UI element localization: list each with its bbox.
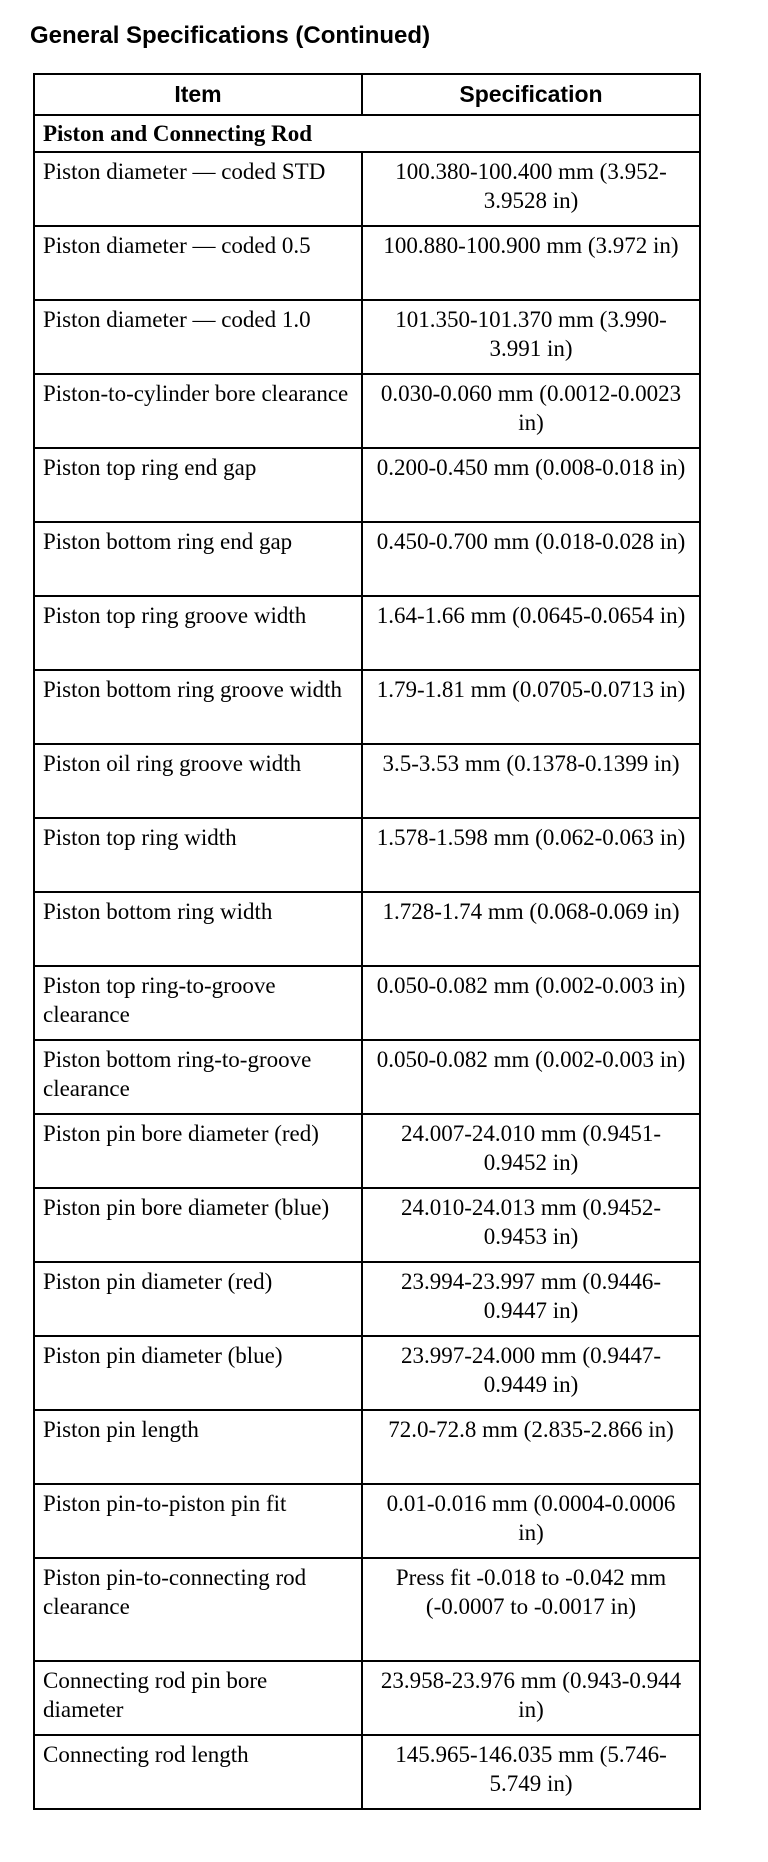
item-cell: Piston top ring end gap <box>34 448 362 522</box>
table-row <box>34 1262 700 1336</box>
item-cell: Piston bottom ring width <box>34 892 362 966</box>
item-cell: Piston pin-to-piston pin fit <box>34 1484 362 1558</box>
item-cell: Piston diameter — coded 1.0 <box>34 300 362 374</box>
specification-cell: 145.965-146.035 mm (5.746-5.749 in) <box>362 1735 700 1809</box>
specification-cell: 23.958-23.976 mm (0.943-0.944 in) <box>362 1661 700 1735</box>
table-row <box>34 596 700 670</box>
table-row <box>34 1336 700 1410</box>
item-cell: Piston oil ring groove width <box>34 744 362 818</box>
specification-cell: 0.050-0.082 mm (0.002-0.003 in) <box>362 966 700 1040</box>
specification-cell: 1.728-1.74 mm (0.068-0.069 in) <box>362 892 700 966</box>
column-header-item: Item <box>34 74 362 115</box>
table-row <box>34 1040 700 1114</box>
specifications-table <box>33 73 701 1810</box>
section-row <box>34 115 700 152</box>
table-row <box>34 818 700 892</box>
table-row <box>34 226 700 300</box>
specification-cell: 101.350-101.370 mm (3.990-3.991 in) <box>362 300 700 374</box>
item-cell: Connecting rod pin bore diameter <box>34 1661 362 1735</box>
item-cell: Piston diameter — coded STD <box>34 152 362 226</box>
specification-cell: 0.050-0.082 mm (0.002-0.003 in) <box>362 1040 700 1114</box>
specification-cell: 24.010-24.013 mm (0.9452-0.9453 in) <box>362 1188 700 1262</box>
item-cell: Piston pin length <box>34 1410 362 1484</box>
table-row <box>34 1661 700 1735</box>
table-row <box>34 670 700 744</box>
table-header-row <box>34 74 700 115</box>
specification-cell: 1.64-1.66 mm (0.0645-0.0654 in) <box>362 596 700 670</box>
specification-cell: 0.450-0.700 mm (0.018-0.028 in) <box>362 522 700 596</box>
table-row <box>34 744 700 818</box>
table-row <box>34 1188 700 1262</box>
item-cell: Piston bottom ring-to-groove clearance <box>34 1040 362 1114</box>
table-row <box>34 1558 700 1661</box>
table-row <box>34 1114 700 1188</box>
specification-cell: Press fit -0.018 to -0.042 mm (-0.0007 to -0.0017 in) <box>362 1558 700 1661</box>
table-row <box>34 374 700 448</box>
page-title: General Specifications (Continued) <box>30 22 431 49</box>
specification-cell: 100.380-100.400 mm (3.952-3.9528 in) <box>362 152 700 226</box>
table-row <box>34 1735 700 1809</box>
table-row <box>34 522 700 596</box>
item-cell: Piston pin bore diameter (blue) <box>34 1188 362 1262</box>
specification-cell: 1.79-1.81 mm (0.0705-0.0713 in) <box>362 670 700 744</box>
specification-cell: 100.880-100.900 mm (3.972 in) <box>362 226 700 300</box>
specification-cell: 72.0-72.8 mm (2.835-2.866 in) <box>362 1410 700 1484</box>
item-cell: Connecting rod length <box>34 1735 362 1809</box>
item-cell: Piston bottom ring end gap <box>34 522 362 596</box>
specification-cell: 0.01-0.016 mm (0.0004-0.0006 in) <box>362 1484 700 1558</box>
column-header-specification: Specification <box>362 74 700 115</box>
item-cell: Piston pin diameter (red) <box>34 1262 362 1336</box>
specification-cell: 3.5-3.53 mm (0.1378-0.1399 in) <box>362 744 700 818</box>
specification-cell: 0.200-0.450 mm (0.008-0.018 in) <box>362 448 700 522</box>
table-row <box>34 1410 700 1484</box>
item-cell: Piston pin-to-connecting rod clearance <box>34 1558 362 1661</box>
section-heading: Piston and Connecting Rod <box>34 115 700 152</box>
table-row <box>34 966 700 1040</box>
item-cell: Piston top ring width <box>34 818 362 892</box>
item-cell: Piston-to-cylinder bore clearance <box>34 374 362 448</box>
specification-cell: 1.578-1.598 mm (0.062-0.063 in) <box>362 818 700 892</box>
specification-cell: 0.030-0.060 mm (0.0012-0.0023 in) <box>362 374 700 448</box>
item-cell: Piston pin diameter (blue) <box>34 1336 362 1410</box>
item-cell: Piston bottom ring groove width <box>34 670 362 744</box>
item-cell: Piston diameter — coded 0.5 <box>34 226 362 300</box>
specification-cell: 24.007-24.010 mm (0.9451-0.9452 in) <box>362 1114 700 1188</box>
table-row <box>34 152 700 226</box>
table-row <box>34 1484 700 1558</box>
table-row <box>34 448 700 522</box>
table-row <box>34 300 700 374</box>
item-cell: Piston top ring-to-groove clearance <box>34 966 362 1040</box>
item-cell: Piston top ring groove width <box>34 596 362 670</box>
specification-cell: 23.997-24.000 mm (0.9447-0.9449 in) <box>362 1336 700 1410</box>
specification-cell: 23.994-23.997 mm (0.9446-0.9447 in) <box>362 1262 700 1336</box>
table-row <box>34 892 700 966</box>
item-cell: Piston pin bore diameter (red) <box>34 1114 362 1188</box>
